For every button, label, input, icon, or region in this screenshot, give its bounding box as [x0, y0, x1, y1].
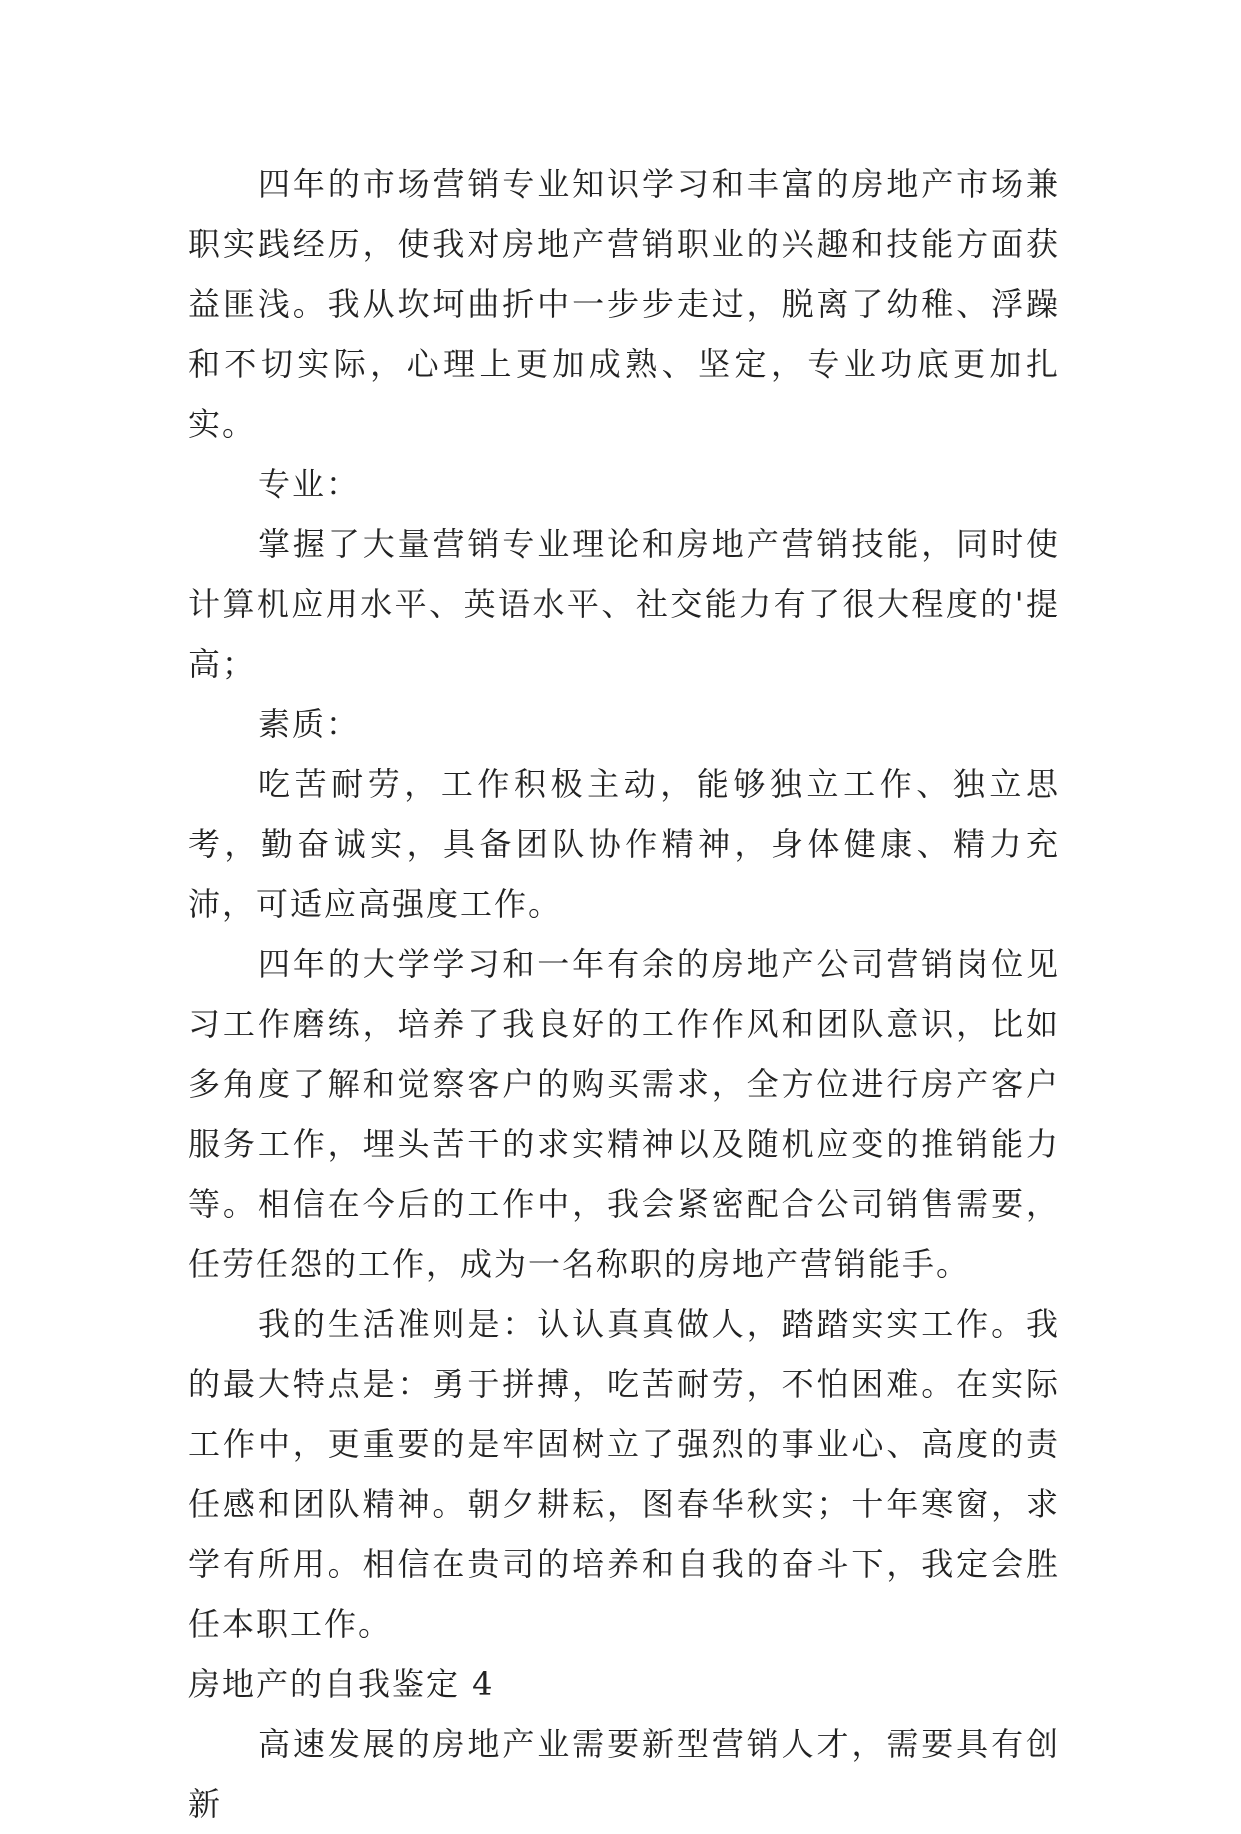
document-body [188, 154, 1060, 1834]
label-quality: 素质： [258, 705, 361, 743]
paragraph-experience: 四年的市场营销专业知识学习和丰富的房地产市场兼职实践经历，使我对房地产营销职业的兴趣和技能方面获益匪浅。我从坎坷曲折中一步步走过，脱离了幼稚、浮躁和不切实际，心理上更加成熟、坚定，专业功底更加扎实。 [188, 165, 1060, 443]
paragraph-closing: 高速发展的房地产业需要新型营销人才，需要具有创新 [188, 1725, 1060, 1823]
label-profession: 专业： [258, 465, 361, 503]
paragraph-profession: 掌握了大量营销专业理论和房地产营销技能，同时使计算机应用水平、英语水平、社交能力有了很大程度的'提高； [188, 525, 1060, 683]
section-title: 房地产的自我鉴定 4 [188, 1665, 495, 1703]
paragraph-life-principle: 我的生活准则是：认认真真做人，踏踏实实工作。我的最大特点是：勇于拼搏，吃苦耐劳，不怕困难。在实际工作中，更重要的是牢固树立了强烈的事业心、高度的责任感和团队精神。朝夕耕耘，图春华秋实；十年寒窗，求学有所用。相信在贵司的培养和自我的奋斗下，我定会胜任本职工作。 [188, 1305, 1060, 1643]
paragraph-quality: 吃苦耐劳，工作积极主动，能够独立工作、独立思考，勤奋诚实，具备团队协作精神，身体健康、精力充沛，可适应高强度工作。 [188, 765, 1060, 923]
paragraph-internship: 四年的大学学习和一年有余的房地产公司营销岗位见习工作磨练，培养了我良好的工作作风和团队意识，比如多角度了解和觉察客户的购买需求，全方位进行房产客户服务工作，埋头苦干的求实精神以及随机应变的推销能力等。相信在今后的工作中，我会紧密配合公司销售需要，任劳任怨的工作，成为一名称职的房地产营销能手。 [188, 945, 1060, 1283]
